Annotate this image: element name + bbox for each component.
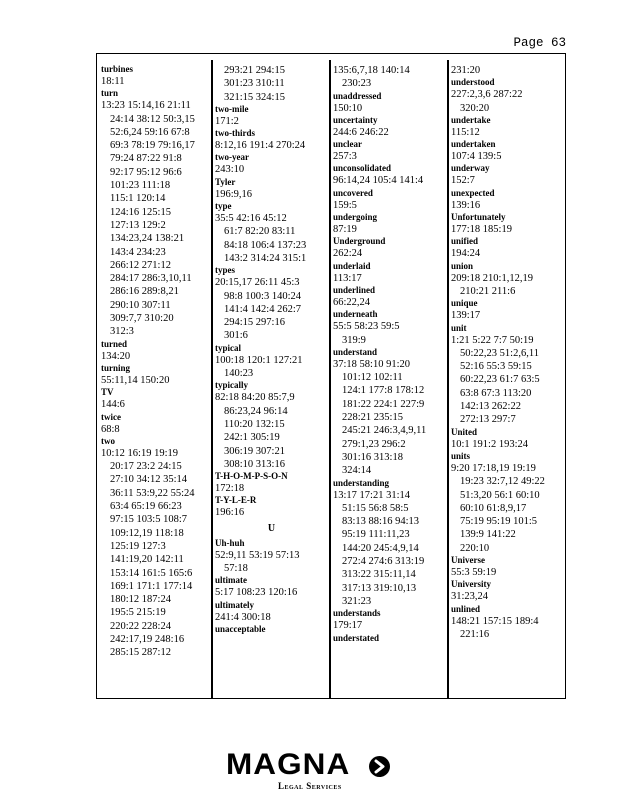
page-number: Page 63 <box>513 36 566 50</box>
index-term: unexpected <box>451 187 495 198</box>
index-term: turbines <box>101 64 134 74</box>
page-line-references: 301:23 310:11 <box>224 78 285 90</box>
page-line-references: 27:10 34:12 35:14 <box>110 474 188 486</box>
page-line-references: 95:19 111:11,23 <box>342 529 410 541</box>
page-line-references: 220:10 <box>460 542 490 554</box>
index-term: units <box>451 450 471 461</box>
page-line-references: 227:2,3,6 287:22 <box>451 89 523 101</box>
page-line-references: 98:8 100:3 140:24 <box>224 290 302 302</box>
index-term: unconsolidated <box>333 163 392 174</box>
index-term: unique <box>451 298 478 309</box>
page-line-references: 139:9 141:22 <box>460 529 516 541</box>
index-term: union <box>451 260 474 271</box>
index-term: underway <box>451 163 490 174</box>
page-line-references: 294:15 297:16 <box>224 317 285 329</box>
page-line-references: 66:22,24 <box>333 296 371 308</box>
page-line-references: 83:13 88:16 94:13 <box>342 516 420 528</box>
page-line-references: 82:18 84:20 85:7,9 <box>215 392 295 404</box>
page-line-references: 20:15,17 26:11 45:3 <box>215 277 300 289</box>
page-line-references: 13:17 17:21 31:14 <box>333 489 411 501</box>
page-line-references: 19:23 32:7,12 49:22 <box>460 476 545 488</box>
page-line-references: 230:23 <box>342 78 372 90</box>
page-line-references: 63:4 65:19 66:23 <box>110 501 182 513</box>
index-term: unit <box>451 322 467 333</box>
page-line-references: 51:3,20 56:1 60:10 <box>460 489 540 501</box>
page-line-references: 152:7 <box>451 175 475 187</box>
page-line-references: 52:16 55:3 59:15 <box>460 361 532 373</box>
index-term: uncertainty <box>333 114 378 125</box>
index-term: two-thirds <box>215 128 255 139</box>
right-arrow-circle-icon <box>369 756 390 777</box>
page-line-references: 177:18 185:19 <box>451 224 512 236</box>
page-line-references: 306:19 307:21 <box>224 445 285 457</box>
index-term: Uh-huh <box>215 537 245 548</box>
index-term: unacceptable <box>215 623 266 634</box>
page-line-references: 134:20 <box>101 350 131 362</box>
index-term: turned <box>101 338 128 349</box>
page-line-references: 153:14 161:5 165:6 <box>110 567 193 579</box>
column-divider <box>447 60 449 698</box>
page-line-references: 321:23 <box>342 595 372 607</box>
page-line-references: 320:20 <box>460 102 490 114</box>
page-line-references: 308:10 313:16 <box>224 458 285 470</box>
page-line-references: 272:13 297:7 <box>460 414 516 426</box>
page-line-references: 31:23,24 <box>451 591 489 603</box>
page-line-references: 35:5 42:16 45:12 <box>215 213 287 225</box>
page-line-references: 324:14 <box>342 465 372 477</box>
page-line-references: 52:6,24 59:16 67:8 <box>110 126 190 138</box>
index-term: two-mile <box>215 103 249 114</box>
page-line-references: 18:11 <box>101 76 125 87</box>
page-line-references: 52:9,11 53:19 57:13 <box>215 549 300 561</box>
magna-legal-logo <box>226 748 396 794</box>
page-line-references: 313:22 315:11,14 <box>342 569 416 581</box>
index-term: unified <box>451 236 479 247</box>
index-term: understands <box>333 608 381 619</box>
index-column-2 <box>215 64 328 694</box>
index-term: United <box>451 426 478 437</box>
page-line-references: 36:11 53:9,22 55:24 <box>110 487 195 499</box>
index-term: Unfortunately <box>451 212 506 223</box>
index-term: undertake <box>451 114 491 125</box>
page-line-references: 209:18 210:1,12,19 <box>451 272 533 284</box>
index-term: typical <box>215 342 241 353</box>
page-line-references: 101:12 102:11 <box>342 372 403 384</box>
page-line-references: 150:10 <box>333 102 363 114</box>
page-line-references: 172:18 <box>215 483 245 495</box>
page-line-references: 10:1 191:2 193:24 <box>451 438 529 450</box>
page-line-references: 50:22,23 51:2,6,11 <box>460 347 539 359</box>
logo-wordmark: MAGNA <box>226 748 351 781</box>
page-line-references: 100:18 120:1 127:21 <box>215 354 303 366</box>
page-line-references: 55:5 58:23 59:5 <box>333 321 400 333</box>
page-line-references: 97:15 103:5 108:7 <box>110 514 188 526</box>
page-line-references: 61:7 82:20 83:11 <box>224 226 296 238</box>
page-line-references: 285:15 287:12 <box>110 647 171 659</box>
page-line-references: 134:23,24 138:21 <box>110 233 185 245</box>
page-line-references: 109:12,19 118:18 <box>110 527 184 539</box>
page-line-references: 262:24 <box>333 248 363 260</box>
page-line-references: 171:2 <box>215 115 239 127</box>
index-term: unaddressed <box>333 90 382 101</box>
page-line-references: 84:18 106:4 137:23 <box>224 239 307 251</box>
index-column-4 <box>451 64 564 694</box>
page-line-references: 87:19 <box>333 224 357 236</box>
page-line-references: 141:4 142:4 262:7 <box>224 303 302 315</box>
index-term: two <box>101 435 115 446</box>
page-line-references: 309:7,7 310:20 <box>110 313 174 325</box>
index-term: typically <box>215 380 248 391</box>
index-term: understood <box>451 77 495 88</box>
page-line-references: 60:10 61:8,9,17 <box>460 502 527 514</box>
logo-tagline: Legal Services <box>278 781 342 791</box>
page-line-references: 135:6,7,18 140:14 <box>333 65 410 76</box>
page-line-references: 1:21 5:22 7:7 50:19 <box>451 334 534 346</box>
page-line-references: 312:3 <box>110 326 134 338</box>
page-line-references: 143:4 234:23 <box>110 246 166 258</box>
page-line-references: 139:16 <box>451 199 481 211</box>
index-term: undergoing <box>333 212 378 223</box>
page-line-references: 180:12 187:24 <box>110 594 171 606</box>
page-line-references: 196:16 <box>215 507 245 519</box>
page-line-references: 169:1 171:1 177:14 <box>110 580 193 592</box>
page-line-references: 144:6 <box>101 399 125 411</box>
page-line-references: 60:22,23 61:7 63:5 <box>460 374 540 386</box>
page-line-references: 221:16 <box>460 628 490 640</box>
page-line-references: 286:16 289:8,21 <box>110 286 179 298</box>
page-line-references: 55:3 59:19 <box>451 567 497 579</box>
index-term: underlaid <box>333 260 371 271</box>
index-term: Tyler <box>215 176 236 187</box>
page-line-references: 257:3 <box>333 151 357 163</box>
page-line-references: 220:22 228:24 <box>110 620 171 632</box>
page-line-references: 127:13 129:2 <box>110 219 166 231</box>
page-line-references: 301:6 <box>224 330 248 342</box>
page-line-references: 68:8 <box>101 423 120 435</box>
index-term: twice <box>101 411 121 422</box>
index-column-1 <box>101 64 211 694</box>
page-line-references: 13:23 15:14,16 21:11 <box>101 100 191 112</box>
page-line-references: 101:23 111:18 <box>110 180 171 192</box>
index-term: two-year <box>215 152 249 163</box>
page-line-references: 284:17 286:3,10,11 <box>110 273 192 285</box>
page-line-references: 75:19 95:19 101:5 <box>460 516 538 528</box>
index-term: undertaken <box>451 139 496 150</box>
page-line-references: 319:9 <box>342 334 366 346</box>
index-term: types <box>215 265 235 276</box>
page-line-references: 57:18 <box>224 563 248 575</box>
page-line-references: 24:14 38:12 50:3,15 <box>110 113 195 125</box>
word-index-table <box>96 53 566 699</box>
page-line-references: 142:13 262:22 <box>460 401 521 413</box>
index-term: unlined <box>451 603 481 614</box>
page-line-references: 243:10 <box>215 164 245 176</box>
index-term: ultimate <box>215 575 247 586</box>
page-line-references: 125:19 127:3 <box>110 540 166 552</box>
page-line-references: 266:12 271:12 <box>110 259 171 271</box>
index-term: TV <box>101 387 114 398</box>
page-line-references: 241:4 300:18 <box>215 611 271 623</box>
page-line-references: 115:12 <box>451 126 480 138</box>
index-term: Underground <box>333 236 386 247</box>
page-line-references: 279:1,23 296:2 <box>342 438 406 450</box>
page-line-references: 159:5 <box>333 199 357 211</box>
index-term: uncovered <box>333 187 373 198</box>
page-line-references: 10:12 16:19 19:19 <box>101 447 179 459</box>
page-line-references: 115:1 120:14 <box>110 193 166 205</box>
index-term: University <box>451 579 491 590</box>
index-term: Universe <box>451 555 485 566</box>
page-line-references: 55:11,14 150:20 <box>101 374 170 386</box>
index-term: understand <box>333 346 378 357</box>
index-term: underneath <box>333 309 378 320</box>
page-line-references: 113:17 <box>333 272 362 284</box>
page-line-references: 79:24 87:22 91:8 <box>110 153 182 165</box>
page-line-references: 231:20 <box>451 65 481 76</box>
index-term: turn <box>101 88 119 99</box>
page-line-references: 242:17,19 248:16 <box>110 633 185 645</box>
page-line-references: 143:2 314:24 315:1 <box>224 252 307 264</box>
page-line-references: 321:15 324:15 <box>224 91 285 103</box>
page-line-references: 86:23,24 96:14 <box>224 405 288 417</box>
index-term: ultimately <box>215 599 254 610</box>
page-line-references: 124:1 177:8 178:12 <box>342 385 425 397</box>
page-line-references: 69:3 78:19 79:16,17 <box>110 140 195 152</box>
page-line-references: 63:8 67:3 113:20 <box>460 387 532 399</box>
page-line-references: 8:12,16 191:4 270:24 <box>215 140 306 152</box>
page-line-references: 301:16 313:18 <box>342 451 403 463</box>
index-term: turning <box>101 362 131 373</box>
page-line-references: 92:17 95:12 96:6 <box>110 166 182 178</box>
page-line-references: 245:21 246:3,4,9,11 <box>342 425 427 437</box>
page-line-references: 110:20 132:15 <box>224 418 285 430</box>
page-line-references: 20:17 23:2 24:15 <box>110 461 182 473</box>
page-line-references: 51:15 56:8 58:5 <box>342 502 409 514</box>
page-line-references: 181:22 224:1 227:9 <box>342 398 425 410</box>
index-term: understanding <box>333 477 390 488</box>
index-term: understated <box>333 632 380 643</box>
page-line-references: 96:14,24 105:4 141:4 <box>333 175 424 187</box>
page-line-references: 144:20 245:4,9,14 <box>342 542 419 554</box>
section-letter-heading: U <box>267 522 276 534</box>
index-term: underlined <box>333 284 376 295</box>
page-line-references: 179:17 <box>333 620 363 632</box>
page-line-references: 317:13 319:10,13 <box>342 582 417 594</box>
page-line-references: 244:6 246:22 <box>333 126 389 138</box>
index-term: T-H-O-M-P-S-O-N <box>215 471 288 482</box>
page-line-references: 5:17 108:23 120:16 <box>215 587 298 599</box>
page-line-references: 228:21 235:15 <box>342 412 403 424</box>
page-line-references: 272:4 274:6 313:19 <box>342 556 425 568</box>
page-line-references: 9:20 17:18,19 19:19 <box>451 462 536 474</box>
index-column-3 <box>333 64 446 694</box>
page-line-references: 290:10 307:11 <box>110 299 171 311</box>
page-line-references: 107:4 139:5 <box>451 151 502 163</box>
page-line-references: 139:17 <box>451 310 481 322</box>
page-line-references: 195:5 215:19 <box>110 607 166 619</box>
page-line-references: 293:21 294:15 <box>224 65 285 76</box>
page-line-references: 148:21 157:15 189:4 <box>451 615 539 627</box>
index-term: type <box>215 201 232 212</box>
page-line-references: 242:1 305:19 <box>224 432 280 444</box>
column-divider <box>211 60 213 698</box>
index-term: T-Y-L-E-R <box>215 495 257 506</box>
page-line-references: 210:21 211:6 <box>460 285 516 297</box>
page-line-references: 140:23 <box>224 368 254 380</box>
page-line-references: 141:19,20 142:11 <box>110 554 184 566</box>
page-line-references: 194:24 <box>451 248 481 260</box>
page-line-references: 37:18 58:10 91:20 <box>333 358 411 370</box>
page-line-references: 124:16 125:15 <box>110 206 171 218</box>
index-term: unclear <box>333 139 362 150</box>
column-divider <box>329 60 331 698</box>
page-line-references: 196:9,16 <box>215 188 253 200</box>
